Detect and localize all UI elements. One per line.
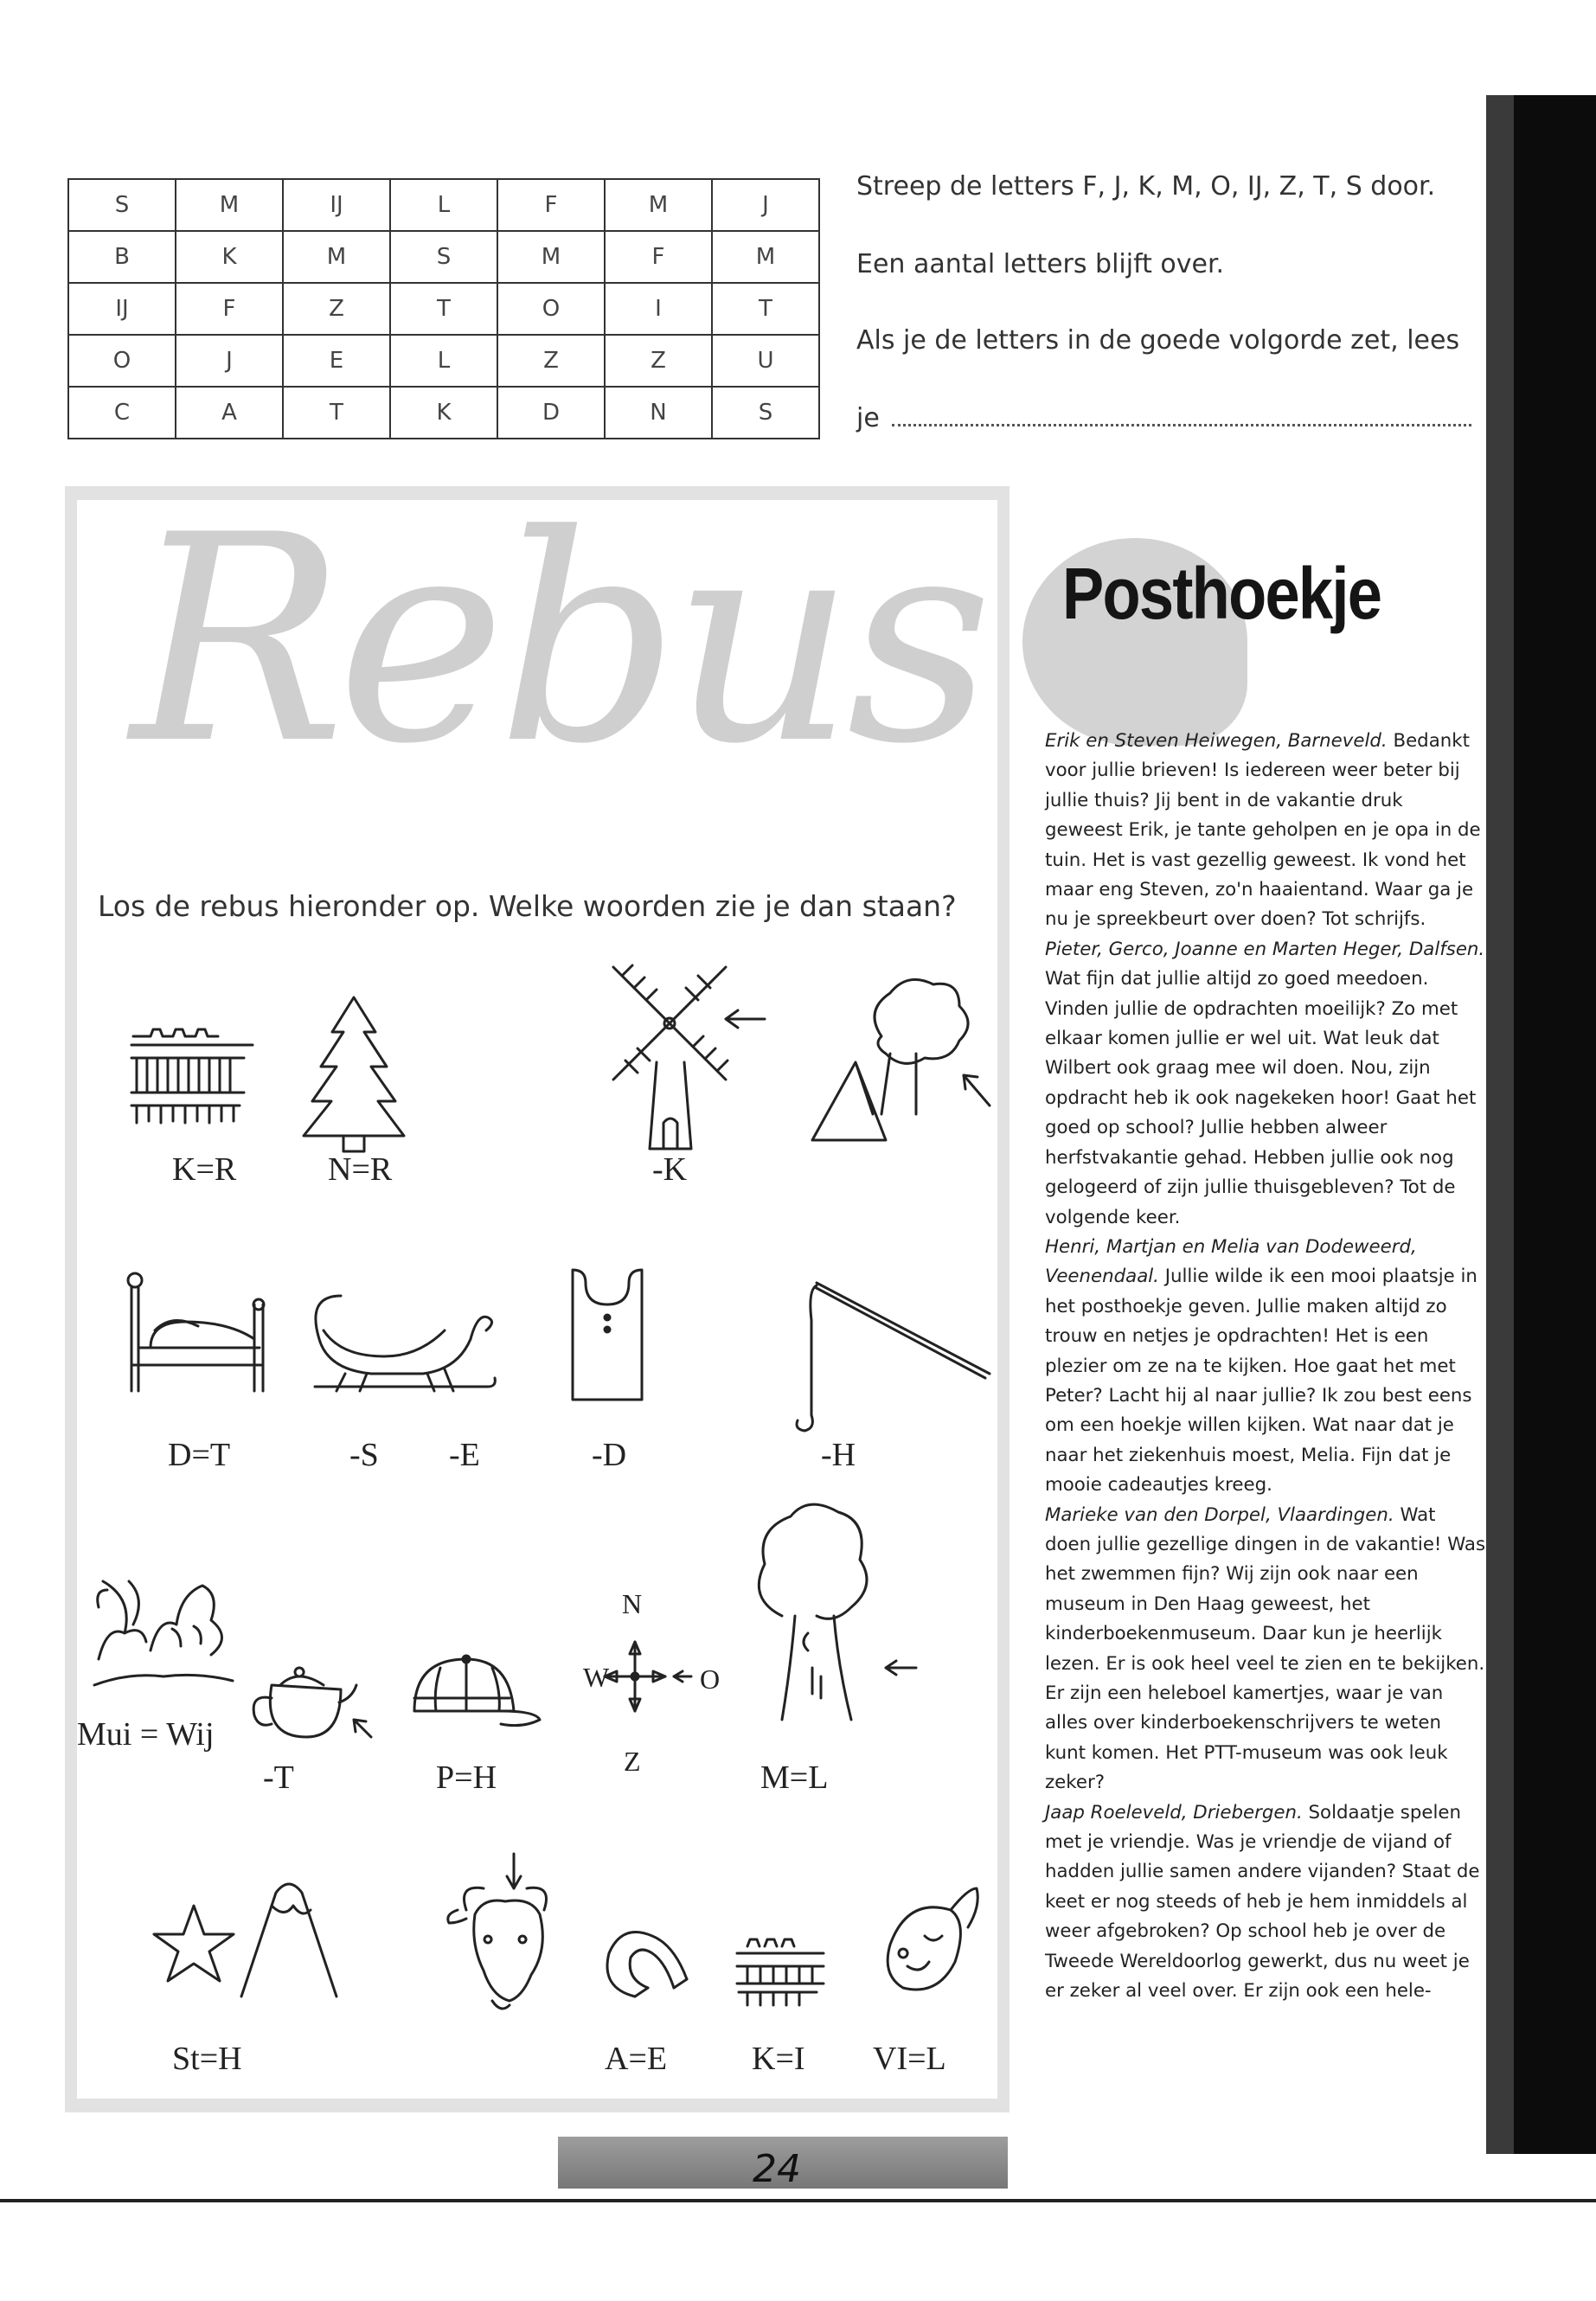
grid-cell[interactable]: I (605, 283, 712, 335)
grid-cell[interactable]: S (68, 179, 176, 231)
letter-recipient: Marieke van den Dorpel, Vlaardingen. (1045, 1503, 1394, 1526)
rebus-label-fence: K=R (172, 1151, 237, 1188)
grid-cell[interactable]: C (68, 387, 176, 439)
grid-cell[interactable]: IJ (283, 179, 390, 231)
grid-cell[interactable]: T (390, 283, 497, 335)
grid-cell[interactable]: Z (283, 283, 390, 335)
rebus-label-teapot: -T (263, 1759, 294, 1796)
grid-cell[interactable]: Z (605, 335, 712, 387)
grid-cell[interactable]: T (283, 387, 390, 439)
grid-cell[interactable]: N (605, 387, 712, 439)
letter-grid (67, 178, 820, 439)
letter-text: Jullie wilde ik een mooi plaatsje in het posthoekje geven. Jullie maken altijd zo trouw en netjes je opdrachten! Het is een plezier om ze na te kijken. Hoe gaat het met Peter? Lacht hij al naar jullie? Ik zou best eens om een hoekje willen kijken. Wat naar dat je naar het ziekenhuis moest, Melia. Fijn dat je mooie cadeautjes kreeg. (1045, 1266, 1477, 1497)
grid-cell[interactable]: J (712, 179, 819, 231)
grid-cell[interactable]: M (283, 231, 390, 283)
grid-cell[interactable]: J (176, 335, 283, 387)
grid-row (68, 335, 819, 387)
grid-cell[interactable]: E (283, 335, 390, 387)
letter-text: Wat fijn dat jullie altijd zo goed meedoen. Vinden jullie de opdrachten moeilijk? Zo met elkaar komen jullie er wel uit. Wat leuk dat Wilbert ook graag mee wil doen. Nou, zijn opdracht heb ik ook nagekeken hoor! Gaat het goed op school? Jullie hebben alweer herfstvakantie gehad. Hebben jullie ook nog gelogeerd of zijn jullie thuisgebleven? Tot de volgende keer. (1045, 968, 1477, 1228)
letter-text: Wat doen jullie gezellige dingen in de vakantie! Was het zwemmen fijn? Wij zijn ook naar een museum in Den Haag geweest, het kinderboekenmuseum. Daar kun je heerlijk lezen. Er is ook heel veel te zien en te bekijken. Er zijn een heleboel kamertjes, waar je van alles over kinderboekenschrijvers te weten kunt komen. Het PTT-museum was ook leuk zeker? (1045, 1503, 1486, 1794)
grid-cell[interactable]: F (176, 283, 283, 335)
grid-cell[interactable]: L (390, 335, 497, 387)
grid-cell[interactable]: S (390, 231, 497, 283)
letter-recipient: Pieter, Gerco, Joanne en Marten Heger, Dalfsen. (1045, 938, 1485, 960)
rebus-label-sled-s: -S (349, 1437, 379, 1473)
grid-cell[interactable]: F (497, 179, 605, 231)
letter-recipient: Erik en Steven Heiwegen, Barneveld. (1045, 730, 1388, 752)
grid-cell[interactable]: A (176, 387, 283, 439)
rebus-panel-inner (77, 474, 997, 2099)
letters-paragraph (1045, 727, 1486, 2006)
grid-cell[interactable]: O (68, 335, 176, 387)
rebus-label-rod: -H (821, 1437, 856, 1473)
answer-dotted-line[interactable] (892, 419, 1471, 426)
grid-cell[interactable]: O (497, 283, 605, 335)
grid-cell[interactable]: M (605, 179, 712, 231)
undershirt-icon (566, 1266, 652, 1413)
grid-row (68, 283, 819, 335)
grid-cell[interactable]: D (497, 387, 605, 439)
posthoekje-title: Posthoekje (1062, 553, 1381, 634)
mountain-icon (237, 1871, 341, 2001)
rebus-question: Los de rebus hieronder op. Welke woorden zie je dan staan? (98, 889, 957, 923)
mice-icon (90, 1564, 237, 1694)
rebus-label-mice: Mui = Wij (77, 1716, 215, 1753)
grid-row (68, 231, 819, 283)
rebus-label-cap: P=H (436, 1759, 497, 1796)
grid-cell[interactable]: T (712, 283, 819, 335)
tree-trunk-icon (734, 1495, 925, 1728)
rebus-label-fish: VI=L (873, 2041, 946, 2077)
answer-prefix: je (856, 403, 880, 433)
grid-cell[interactable]: B (68, 231, 176, 283)
grid-row (68, 387, 819, 439)
compass-west: W (583, 1662, 610, 1693)
fishing-rod-icon (765, 1279, 998, 1452)
grid-cell[interactable]: IJ (68, 283, 176, 335)
letter-text: Bedankt voor jullie brieven! Is iedereen weer beter bij jullie thuis? Jij bent in de vakantie druk geweest Erik, je tante geholpen en je opa in de tuin. Het is vast gezellig geweest. Ik vond het maar eng Steven, zo'n haaientand. Waar ga je nu je spreekbeurt over doen? Tot schrijfs. (1045, 730, 1481, 931)
rebus-label-shirt: -D (592, 1437, 627, 1473)
letter-recipient: Jaap Roeleveld, Driebergen. (1045, 1801, 1303, 1823)
rebus-label-bed: D=T (168, 1437, 231, 1473)
letter-text: Soldaatje spelen met je vriendje. Was je vriendje de vijand of hadden jullie samen andere vijanden? Staat de keet er nog steeds of heb je hem inmiddels al weer afgebroken? Op school heb je over de Tweede Wereldoorlog gewerkt, dus nu weet je er zeker al veel over. Er zijn ook een hele- (1045, 1801, 1480, 2003)
grid-row (68, 179, 819, 231)
compass-north: N (622, 1588, 643, 1619)
compass-south: Z (624, 1746, 641, 1777)
rebus-label-tree: M=L (760, 1759, 829, 1796)
rebus-label-small-fence: K=I (752, 2041, 805, 2077)
teapot-icon (246, 1650, 375, 1746)
rebus-panel (65, 474, 1010, 2112)
bed-icon (125, 1270, 272, 1400)
grid-cell[interactable]: U (712, 335, 819, 387)
fish-icon (873, 1884, 985, 2005)
posthoekje-letters (1045, 727, 1486, 2006)
letter-recipient: Henri, Martjan en Melia van Dodeweerd, Veenendaal. (1045, 1235, 1417, 1288)
rebus-label-windmill: -K (652, 1151, 688, 1188)
grid-cell[interactable]: F (605, 231, 712, 283)
sled-icon (298, 1287, 497, 1400)
tree-mountain-icon (804, 976, 1003, 1157)
grid-cell[interactable]: L (390, 179, 497, 231)
grid-cell[interactable]: K (390, 387, 497, 439)
rebus-label-magnet: A=E (605, 2041, 668, 2077)
puzzle-answer-line (856, 403, 1479, 433)
fence-icon (125, 1019, 254, 1131)
grid-cell[interactable]: S (712, 387, 819, 439)
puzzle-instruction-3: Als je de letters in de goede volgorde zet, lees (856, 325, 1460, 356)
grid-cell[interactable]: K (176, 231, 283, 283)
small-fence-icon (730, 1936, 825, 2014)
rebus-label-pine: N=R (328, 1151, 393, 1188)
bottom-rule (0, 2199, 1596, 2202)
page-number: 24 (753, 2147, 801, 2191)
grid-cell[interactable]: Z (497, 335, 605, 387)
grid-cell[interactable]: M (497, 231, 605, 283)
rebus-label-star: St=H (172, 2041, 242, 2077)
magnet-icon (600, 1919, 704, 2005)
cap-icon (406, 1650, 544, 1737)
grid-cell[interactable]: M (712, 231, 819, 283)
pine-tree-icon (293, 993, 414, 1157)
star-icon (151, 1901, 237, 1988)
windmill-icon (596, 958, 769, 1157)
goat-icon (440, 1849, 579, 2022)
rebus-label-sled-e: -E (449, 1437, 480, 1473)
page-edge (1514, 95, 1596, 2154)
compass-east: O (700, 1663, 721, 1695)
puzzle-instruction-1: Streep de letters F, J, K, M, O, IJ, Z, T, S door. (856, 171, 1436, 202)
rebus-title: Rebus (131, 474, 984, 806)
grid-cell[interactable]: M (176, 179, 283, 231)
puzzle-instruction-2: Een aantal letters blijft over. (856, 249, 1225, 279)
